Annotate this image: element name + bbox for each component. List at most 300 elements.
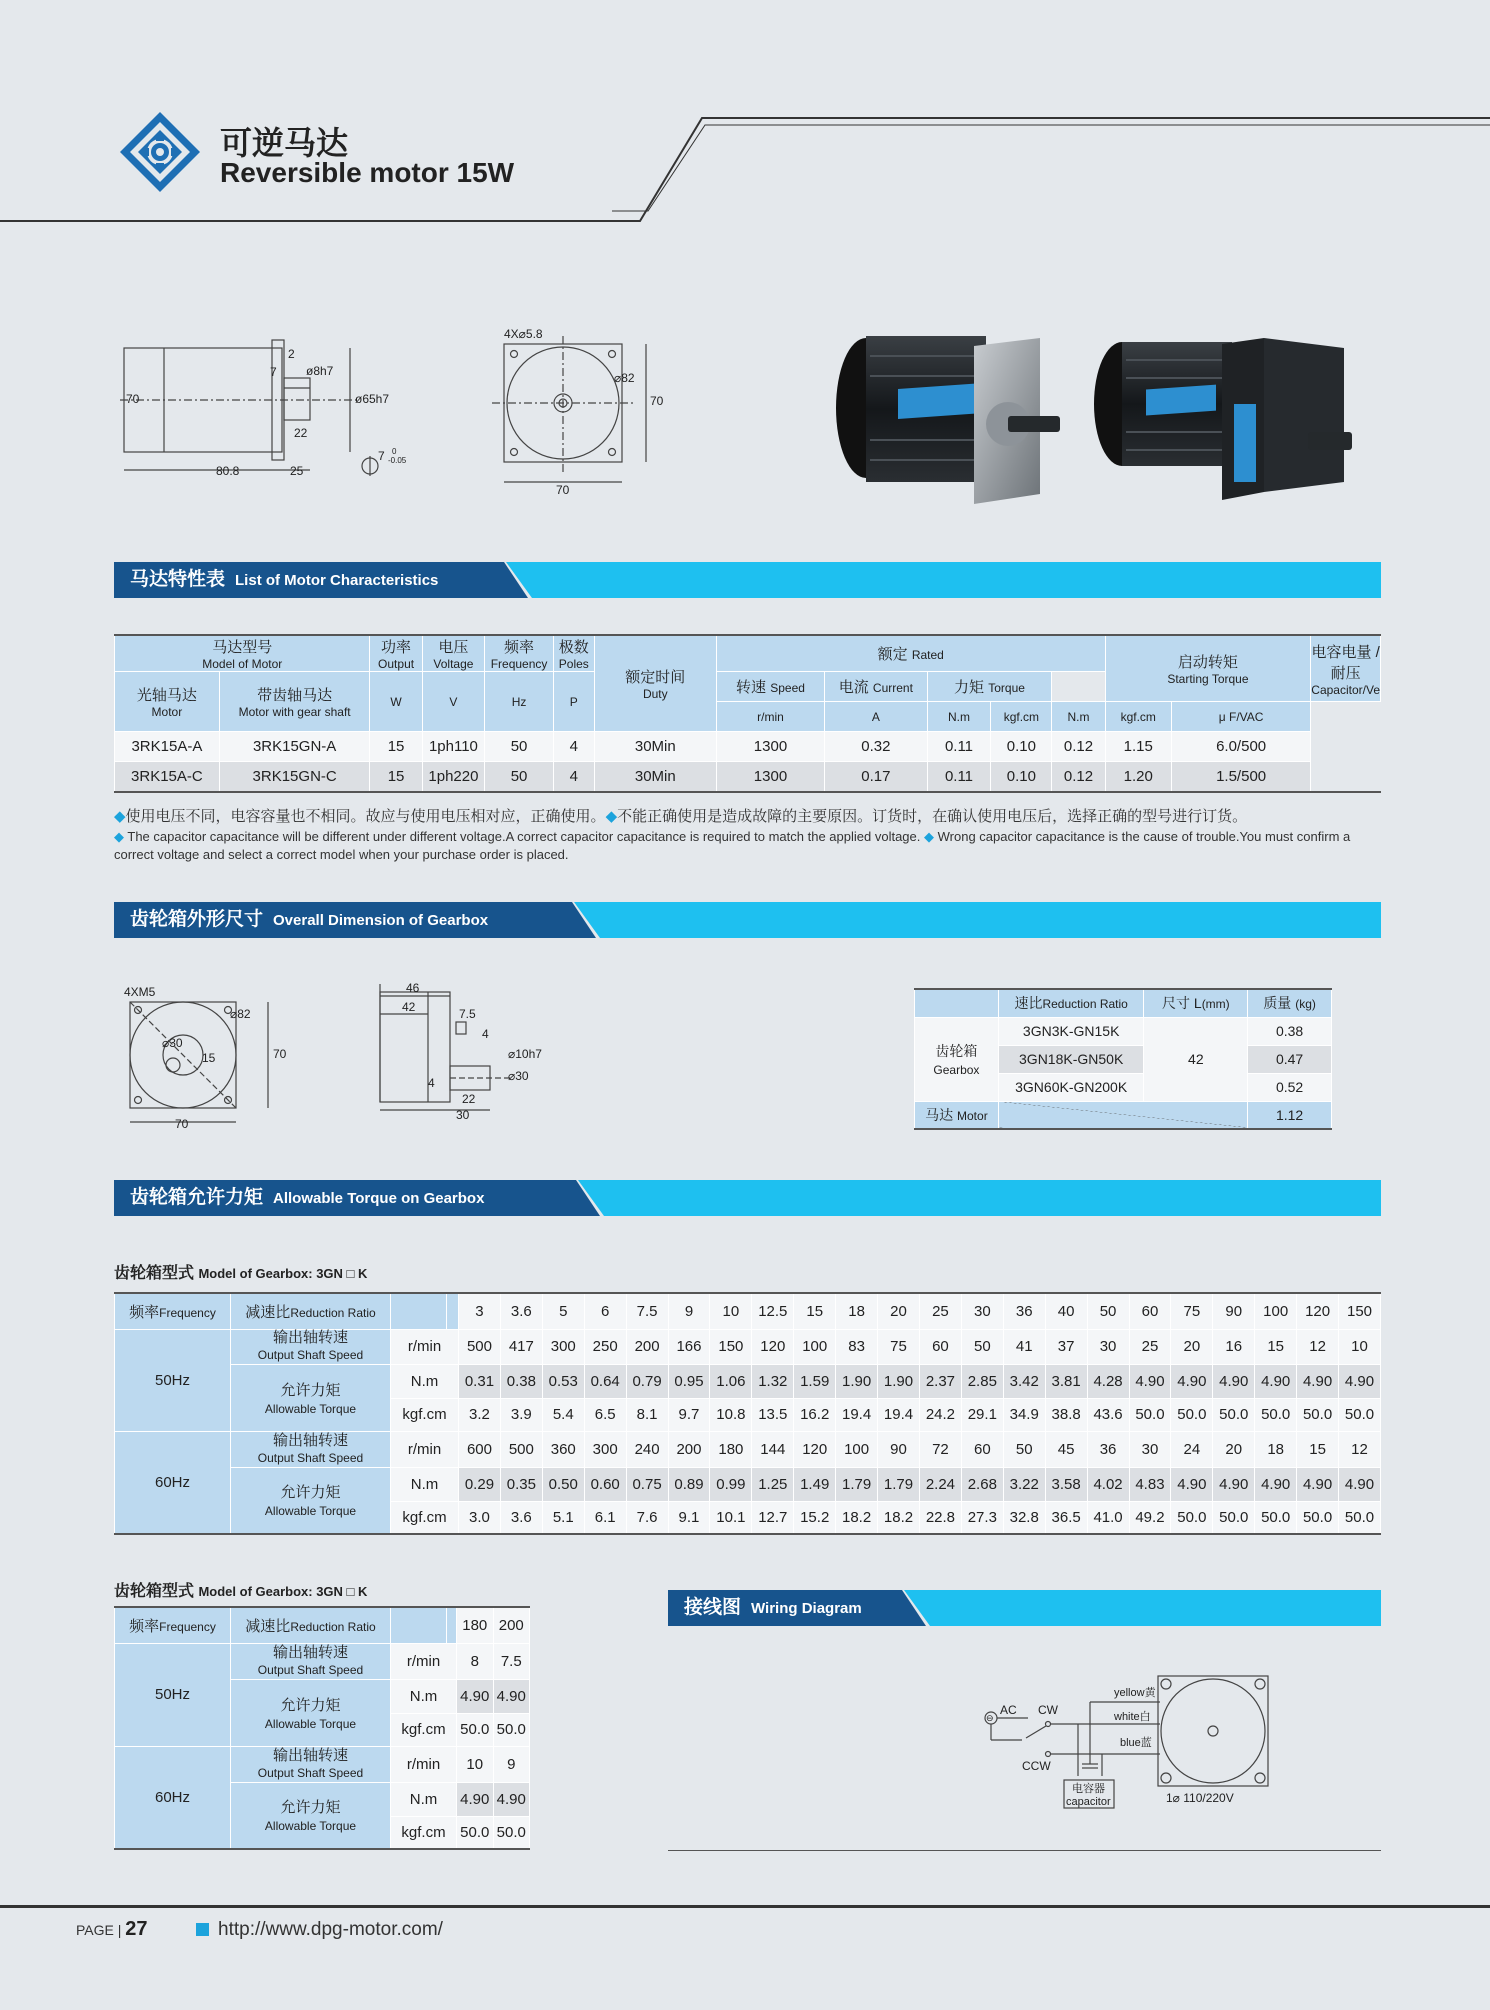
value-cell: 15 — [1255, 1329, 1297, 1364]
value-cell: 15 — [1297, 1431, 1339, 1467]
ratio-cell: 3GN60K-GN200K — [998, 1073, 1144, 1101]
bullet-square-icon — [196, 1923, 209, 1936]
value-cell: 50.0 — [457, 1713, 494, 1746]
dim-tol-bot: -0.05 — [388, 456, 407, 465]
capacitor-notes: ◆使用电压不同，电容容量也不相同。故应与使用电压相对应，正确使用。◆不能正确使用是造成故障的主要原因。订货时，在确认使用电压后，选择正确的型号进行订货。 ◆ The capacitor capacitance will be different under different voltage.A correct capacitor capacitance is required to match the applied voltage. ◆ Wrong capacitor capacitance is the cause of trouble.You must confirm a correct voltage and select a correct model when your purchase order is placed. — [114, 808, 1351, 862]
size-cell: 42 — [1144, 1017, 1248, 1101]
value-cell: 50.0 — [1255, 1398, 1297, 1431]
header-current: 电流 Current — [825, 672, 928, 702]
value-cell: 20 — [1171, 1329, 1213, 1364]
wiring-diagram — [980, 1668, 1270, 1814]
value-cell: 50.0 — [1171, 1398, 1213, 1431]
value-cell: 4.90 — [1297, 1467, 1339, 1501]
value-cell: 16.2 — [794, 1398, 836, 1431]
value-cell: 1.32 — [752, 1364, 794, 1398]
gearbox-side-drawing — [370, 980, 570, 1120]
header-rated: 额定 Rated — [716, 635, 1105, 672]
supply-label: 1⌀ 110/220V — [1166, 1791, 1234, 1805]
value-cell: 90 — [878, 1431, 920, 1467]
header-ratio: 速比Reduction Ratio — [998, 989, 1144, 1017]
value-cell: 43.6 — [1087, 1398, 1129, 1431]
value-cell: 30 — [1087, 1329, 1129, 1364]
unit-rmin: r/min — [391, 1329, 459, 1364]
value-cell: 144 — [752, 1431, 794, 1467]
header-size: 尺寸 L(mm) — [1144, 989, 1248, 1017]
section-bar-motor — [114, 562, 1381, 598]
value-cell: 3.81 — [1045, 1364, 1087, 1398]
header-torque: 力矩 Torque — [927, 672, 1052, 702]
value-cell: 60 — [1129, 1293, 1171, 1329]
page-title-en: Reversible motor 15W — [220, 157, 515, 188]
header-output: 功率 Output — [370, 635, 422, 672]
value-cell: 45 — [1045, 1431, 1087, 1467]
motor-photo — [826, 308, 1066, 524]
value-cell: 9 — [668, 1293, 710, 1329]
header-rule — [0, 110, 1490, 230]
value-cell: 83 — [836, 1329, 878, 1364]
speed-label: 输出轴转速 Output Shaft Speed — [231, 1643, 391, 1679]
value-cell: 50 — [1087, 1293, 1129, 1329]
value-cell: 50.0 — [1297, 1501, 1339, 1534]
section-bar-wiring — [668, 1590, 1381, 1626]
value-cell: 50.0 — [1297, 1398, 1339, 1431]
value-cell: 500 — [459, 1329, 501, 1364]
section-title-en: Wiring Diagram — [751, 1600, 862, 1617]
value-cell: 4.90 — [1339, 1364, 1381, 1398]
value-cell: 0.64 — [584, 1364, 626, 1398]
value-cell: 36.5 — [1045, 1501, 1087, 1534]
section-title-cn: 齿轮箱外形尺寸 — [130, 909, 264, 930]
value-cell: 75 — [878, 1329, 920, 1364]
torque-label: 允许力矩 Allowable Torque — [231, 1782, 391, 1849]
value-cell: 7.5 — [626, 1293, 668, 1329]
unit-start-kgf: kgf.cm — [1105, 702, 1171, 732]
header-poles: 极数 Poles — [553, 635, 594, 672]
allowable-torque-table-2 — [114, 1606, 530, 1850]
value-cell: 50.0 — [1255, 1501, 1297, 1534]
freq-50hz: 50Hz — [115, 1329, 231, 1431]
unit-kgf: kgf.cm — [391, 1398, 459, 1431]
value-cell: 32.8 — [1003, 1501, 1045, 1534]
wiring-rule — [668, 1850, 1381, 1851]
value-cell: 0.50 — [542, 1467, 584, 1501]
value-cell: 7.5 — [493, 1643, 530, 1679]
freq-50hz: 50Hz — [115, 1643, 231, 1746]
unit-kgf: kgf.cm — [391, 1713, 457, 1746]
gearbox-model-caption: 齿轮箱型式 Model of Gearbox: 3GN □ K — [114, 1265, 368, 1282]
value-cell: 60 — [961, 1431, 1003, 1467]
value-cell: 5.1 — [542, 1501, 584, 1534]
dim-7: 7 — [270, 365, 277, 379]
unit-start-nm: N.m — [1052, 702, 1105, 732]
value-cell: 50 — [961, 1329, 1003, 1364]
dim-22: 22 — [294, 426, 308, 440]
value-cell: 49.2 — [1129, 1501, 1171, 1534]
motor-front-drawing — [486, 322, 676, 498]
unit-kgf: kgf.cm — [391, 1816, 457, 1849]
value-cell: 250 — [584, 1329, 626, 1364]
allowable-torque-table — [114, 1292, 1381, 1535]
value-cell: 30 — [961, 1293, 1003, 1329]
header-ratio: 减速比Reduction Ratio — [231, 1293, 391, 1329]
freq-60hz: 60Hz — [115, 1746, 231, 1849]
unit-hz: Hz — [485, 672, 554, 732]
speed-label: 输出轴转速 Output Shaft Speed — [231, 1431, 391, 1467]
header-ratio: 减速比Reduction Ratio — [231, 1607, 391, 1643]
value-cell: 0.53 — [542, 1364, 584, 1398]
gearbox-label: 齿轮箱 Gearbox — [915, 1017, 999, 1101]
value-cell: 4.90 — [457, 1679, 494, 1713]
gearbox-model-caption-2: 齿轮箱型式 Model of Gearbox: 3GN □ K — [114, 1583, 368, 1600]
value-cell: 4.90 — [1171, 1364, 1213, 1398]
value-cell: 40 — [1045, 1293, 1087, 1329]
value-cell: 10 — [1339, 1329, 1381, 1364]
torque-label: 允许力矩 Allowable Torque — [231, 1679, 391, 1746]
value-cell: 3.42 — [1003, 1364, 1045, 1398]
value-cell: 9.1 — [668, 1501, 710, 1534]
header-frequency: 频率Frequency — [115, 1293, 231, 1329]
value-cell: 120 — [1297, 1293, 1339, 1329]
value-cell: 90 — [1213, 1293, 1255, 1329]
value-cell: 24.2 — [919, 1398, 961, 1431]
value-cell: 41 — [1003, 1329, 1045, 1364]
dim-tol-top: 0 — [392, 447, 397, 456]
value-cell: 13.5 — [752, 1398, 794, 1431]
white-wire-label: white白 — [1114, 1711, 1151, 1723]
value-cell: 4.02 — [1087, 1467, 1129, 1501]
gearbox-front-drawing — [118, 982, 308, 1132]
page-title-cn: 可逆马达 — [220, 125, 349, 161]
mass-cell: 0.47 — [1248, 1045, 1332, 1073]
svg-text:⊖: ⊖ — [986, 1713, 994, 1723]
value-cell: 3.6 — [500, 1293, 542, 1329]
value-cell: 4.90 — [1213, 1467, 1255, 1501]
dim-8h7: ø8h7 — [306, 364, 334, 378]
unit-nm: N.m — [391, 1782, 457, 1816]
value-cell: 3.2 — [459, 1398, 501, 1431]
value-cell: 166 — [668, 1329, 710, 1364]
header-mass: 质量 (kg) — [1248, 989, 1332, 1017]
value-cell: 6.5 — [584, 1398, 626, 1431]
dim-82: ⌀82 — [230, 1007, 251, 1021]
dim-70-right: 70 — [650, 394, 664, 408]
value-cell: 10.8 — [710, 1398, 752, 1431]
dim-30: ⌀30 — [508, 1069, 529, 1083]
unit-a: A — [825, 702, 928, 732]
value-cell: 27.3 — [961, 1501, 1003, 1534]
value-cell: 0.31 — [459, 1364, 501, 1398]
value-cell: 0.79 — [626, 1364, 668, 1398]
header-frequency: 频率 Frequency — [485, 635, 554, 672]
value-cell: 12.5 — [752, 1293, 794, 1329]
dim-30: ⌀30 — [162, 1036, 183, 1050]
value-cell: 18.2 — [878, 1501, 920, 1534]
section-title-en: Overall Dimension of Gearbox — [273, 912, 489, 929]
speed-label: 输出轴转速 Output Shaft Speed — [231, 1746, 391, 1782]
ccw-label: CCW — [1022, 1759, 1051, 1773]
value-cell: 150 — [710, 1329, 752, 1364]
value-cell: 2.85 — [961, 1364, 1003, 1398]
table-row: 3RK15A-A 3RK15GN-A 15 1ph110 50 4 30Min 1300 0.32 0.11 0.10 0.12 1.15 6.0/500 — [115, 732, 1381, 762]
value-cell: 18.2 — [836, 1501, 878, 1534]
value-cell: 1.79 — [836, 1467, 878, 1501]
value-cell: 41.0 — [1087, 1501, 1129, 1534]
dim-22: 22 — [462, 1092, 476, 1106]
value-cell: 0.95 — [668, 1364, 710, 1398]
value-cell: 16 — [1213, 1329, 1255, 1364]
unit-kgf: kgf.cm — [991, 702, 1052, 732]
unit-nm: N.m — [391, 1364, 459, 1398]
unit-kgf: kgf.cm — [391, 1501, 459, 1534]
dim-80-8: 80.8 — [216, 464, 240, 478]
section-title-cn: 接线图 — [684, 1597, 742, 1618]
value-cell: 300 — [584, 1431, 626, 1467]
unit-v: V — [422, 672, 485, 732]
torque-label: 允许力矩 Allowable Torque — [231, 1364, 391, 1431]
section-title-cn: 齿轮箱允许力矩 — [130, 1187, 264, 1208]
value-cell: 50.0 — [1339, 1398, 1381, 1431]
value-cell: 3.6 — [500, 1501, 542, 1534]
value-cell: 20 — [1213, 1431, 1255, 1467]
section-title-cn: 马达特性表 — [130, 569, 226, 590]
dim-10h7: ⌀10h7 — [508, 1047, 542, 1061]
unit-nm: N.m — [391, 1679, 457, 1713]
header-speed: 转速 Speed — [716, 672, 824, 702]
value-cell: 12.7 — [752, 1501, 794, 1534]
cw-label: CW — [1038, 1703, 1058, 1717]
dim-70-bottom: 70 — [556, 483, 570, 497]
unit-w: W — [370, 672, 422, 732]
value-cell: 2.68 — [961, 1467, 1003, 1501]
value-cell: 36 — [1003, 1293, 1045, 1329]
value-cell: 9.7 — [668, 1398, 710, 1431]
value-cell: 10 — [457, 1746, 494, 1782]
mass-cell: 0.52 — [1248, 1073, 1332, 1101]
value-cell: 5 — [542, 1293, 584, 1329]
value-cell: 4.28 — [1087, 1364, 1129, 1398]
value-cell: 38.8 — [1045, 1398, 1087, 1431]
mass-cell: 0.38 — [1248, 1017, 1332, 1045]
value-cell: 10 — [710, 1293, 752, 1329]
value-cell: 3.0 — [459, 1501, 501, 1534]
value-cell: 1.49 — [794, 1467, 836, 1501]
value-cell: 3 — [459, 1293, 501, 1329]
freq-60hz: 60Hz — [115, 1431, 231, 1534]
header-duty: 额定时间 Duty — [594, 635, 716, 732]
value-cell: 4.90 — [493, 1782, 530, 1816]
value-cell: 37 — [1045, 1329, 1087, 1364]
dim-7-5: 7.5 — [459, 1007, 476, 1021]
unit-nm: N.m — [391, 1467, 459, 1501]
value-cell: 1.90 — [836, 1364, 878, 1398]
section-title-en: List of Motor Characteristics — [235, 572, 439, 589]
header-starting-torque: 启动转矩 Starting Torque — [1105, 635, 1311, 702]
value-cell: 50.0 — [493, 1713, 530, 1746]
yellow-wire-label: yellow黄 — [1114, 1687, 1156, 1699]
header-gear-motor: 带齿轴马达 Motor with gear shaft — [219, 672, 370, 732]
geared-motor-photo — [1082, 314, 1354, 522]
value-cell: 22.8 — [919, 1501, 961, 1534]
value-cell: 1.90 — [878, 1364, 920, 1398]
value-cell: 240 — [626, 1431, 668, 1467]
dim-25: 25 — [290, 464, 304, 478]
value-cell: 200 — [493, 1607, 530, 1643]
dim-holes: 4XM5 — [124, 985, 156, 999]
value-cell: 2.37 — [919, 1364, 961, 1398]
value-cell: 50.0 — [1213, 1398, 1255, 1431]
header-frequency: 频率Frequency — [115, 1607, 231, 1643]
section-bar-torque — [114, 1180, 1381, 1216]
unit-rmin: r/min — [391, 1746, 457, 1782]
website-link[interactable]: http://www.dpg-motor.com/ — [218, 1919, 443, 1940]
value-cell: 34.9 — [1003, 1398, 1045, 1431]
ratio-cell: 3GN3K-GN15K — [998, 1017, 1144, 1045]
value-cell: 200 — [626, 1329, 668, 1364]
capacitor-label-cn: 电容器 — [1072, 1783, 1105, 1795]
value-cell: 29.1 — [961, 1398, 1003, 1431]
value-cell: 3.58 — [1045, 1467, 1087, 1501]
value-cell: 4.90 — [1339, 1467, 1381, 1501]
value-cell: 1.25 — [752, 1467, 794, 1501]
value-cell: 6 — [584, 1293, 626, 1329]
value-cell: 300 — [542, 1329, 584, 1364]
value-cell: 75 — [1171, 1293, 1213, 1329]
motor-mass-cell: 1.12 — [1248, 1101, 1332, 1129]
value-cell: 500 — [500, 1431, 542, 1467]
value-cell: 1.06 — [710, 1364, 752, 1398]
value-cell: 12 — [1339, 1431, 1381, 1467]
value-cell: 120 — [794, 1431, 836, 1467]
section-bar-gearbox-dim — [114, 902, 1381, 938]
motor-side-drawing — [120, 330, 440, 490]
value-cell: 4.90 — [1255, 1364, 1297, 1398]
value-cell: 0.29 — [459, 1467, 501, 1501]
value-cell: 36 — [1087, 1431, 1129, 1467]
page-number: PAGE | 27 — [76, 1918, 148, 1940]
blue-wire-label: blue蓝 — [1120, 1737, 1152, 1749]
dim-46: 46 — [406, 981, 420, 995]
value-cell: 50 — [1003, 1431, 1045, 1467]
value-cell: 25 — [1129, 1329, 1171, 1364]
dim-65h7: ø65h7 — [355, 392, 390, 406]
header-model: 马达型号 Model of Motor — [115, 635, 370, 672]
torque-label: 允许力矩 Allowable Torque — [231, 1467, 391, 1534]
value-cell: 0.35 — [500, 1467, 542, 1501]
value-cell: 180 — [710, 1431, 752, 1467]
value-cell: 60 — [919, 1329, 961, 1364]
dim-70-bottom: 70 — [175, 1117, 189, 1131]
value-cell: 30 — [1129, 1431, 1171, 1467]
dim-15: 15 — [202, 1051, 216, 1065]
header-voltage: 电压 Voltage — [422, 635, 485, 672]
value-cell: 10.1 — [710, 1501, 752, 1534]
unit-uf: μ F/VAC — [1171, 702, 1310, 732]
value-cell: 19.4 — [878, 1398, 920, 1431]
value-cell: 0.38 — [500, 1364, 542, 1398]
unit-rmin: r/min — [391, 1431, 459, 1467]
value-cell: 417 — [500, 1329, 542, 1364]
value-cell: 50.0 — [1129, 1398, 1171, 1431]
ratio-cell: 3GN18K-GN50K — [998, 1045, 1144, 1073]
value-cell: 0.75 — [626, 1467, 668, 1501]
value-cell: 72 — [919, 1431, 961, 1467]
value-cell: 0.99 — [710, 1467, 752, 1501]
gearbox-dimension-table — [914, 988, 1332, 1130]
value-cell: 50.0 — [457, 1816, 494, 1849]
dim-42: 42 — [402, 1000, 416, 1014]
value-cell: 3.22 — [1003, 1467, 1045, 1501]
value-cell: 4.90 — [457, 1782, 494, 1816]
value-cell: 7.6 — [626, 1501, 668, 1534]
value-cell: 20 — [878, 1293, 920, 1329]
dim-70-right: 70 — [273, 1047, 287, 1061]
value-cell: 12 — [1297, 1329, 1339, 1364]
value-cell: 3.9 — [500, 1398, 542, 1431]
value-cell: 100 — [836, 1431, 878, 1467]
value-cell: 600 — [459, 1431, 501, 1467]
value-cell: 0.60 — [584, 1467, 626, 1501]
dim-4b: 4 — [428, 1076, 435, 1090]
value-cell: 8 — [457, 1643, 494, 1679]
unit-rmin: r/min — [391, 1643, 457, 1679]
dim-key: 7 — [378, 449, 385, 463]
value-cell: 9 — [493, 1746, 530, 1782]
value-cell: 4.90 — [1255, 1467, 1297, 1501]
value-cell: 4.90 — [1171, 1467, 1213, 1501]
value-cell: 180 — [457, 1607, 494, 1643]
unit-rmin: r/min — [716, 702, 824, 732]
value-cell: 8.1 — [626, 1398, 668, 1431]
value-cell: 5.4 — [542, 1398, 584, 1431]
value-cell: 4.90 — [493, 1679, 530, 1713]
value-cell: 18 — [836, 1293, 878, 1329]
header-capacitor: 电容电量 / 耐压 Capacitor/Ve — [1311, 635, 1381, 702]
value-cell: 150 — [1339, 1293, 1381, 1329]
value-cell: 15.2 — [794, 1501, 836, 1534]
value-cell: 18 — [1255, 1431, 1297, 1467]
value-cell: 360 — [542, 1431, 584, 1467]
value-cell: 100 — [794, 1329, 836, 1364]
footer-rule — [0, 1905, 1490, 1908]
value-cell: 19.4 — [836, 1398, 878, 1431]
dim-holes: 4X⌀5.8 — [504, 327, 543, 341]
value-cell: 200 — [668, 1431, 710, 1467]
unit-nm: N.m — [927, 702, 991, 732]
header-shaft-motor: 光轴马达 Motor — [115, 672, 220, 732]
dim-2: 2 — [288, 347, 295, 361]
value-cell: 50.0 — [1213, 1501, 1255, 1534]
value-cell: 1.59 — [794, 1364, 836, 1398]
ac-label: AC — [1000, 1703, 1017, 1717]
capacitor-label-en: capacitor — [1066, 1796, 1111, 1808]
value-cell: 25 — [919, 1293, 961, 1329]
value-cell: 6.1 — [584, 1501, 626, 1534]
dim-82: ⌀82 — [614, 371, 635, 385]
motor-characteristics-table — [114, 634, 1381, 793]
speed-label: 输出轴转速 Output Shaft Speed — [231, 1329, 391, 1364]
value-cell: 15 — [794, 1293, 836, 1329]
value-cell: 4.90 — [1129, 1364, 1171, 1398]
value-cell: 50.0 — [493, 1816, 530, 1849]
dim-70: 70 — [126, 392, 140, 406]
value-cell: 50.0 — [1171, 1501, 1213, 1534]
value-cell: 4.83 — [1129, 1467, 1171, 1501]
value-cell: 1.79 — [878, 1467, 920, 1501]
value-cell: 4.90 — [1297, 1364, 1339, 1398]
value-cell: 120 — [752, 1329, 794, 1364]
value-cell: 24 — [1171, 1431, 1213, 1467]
table-row: 3RK15A-C 3RK15GN-C 15 1ph220 50 4 30Min 1300 0.17 0.11 0.10 0.12 1.20 1.5/500 — [115, 762, 1381, 792]
